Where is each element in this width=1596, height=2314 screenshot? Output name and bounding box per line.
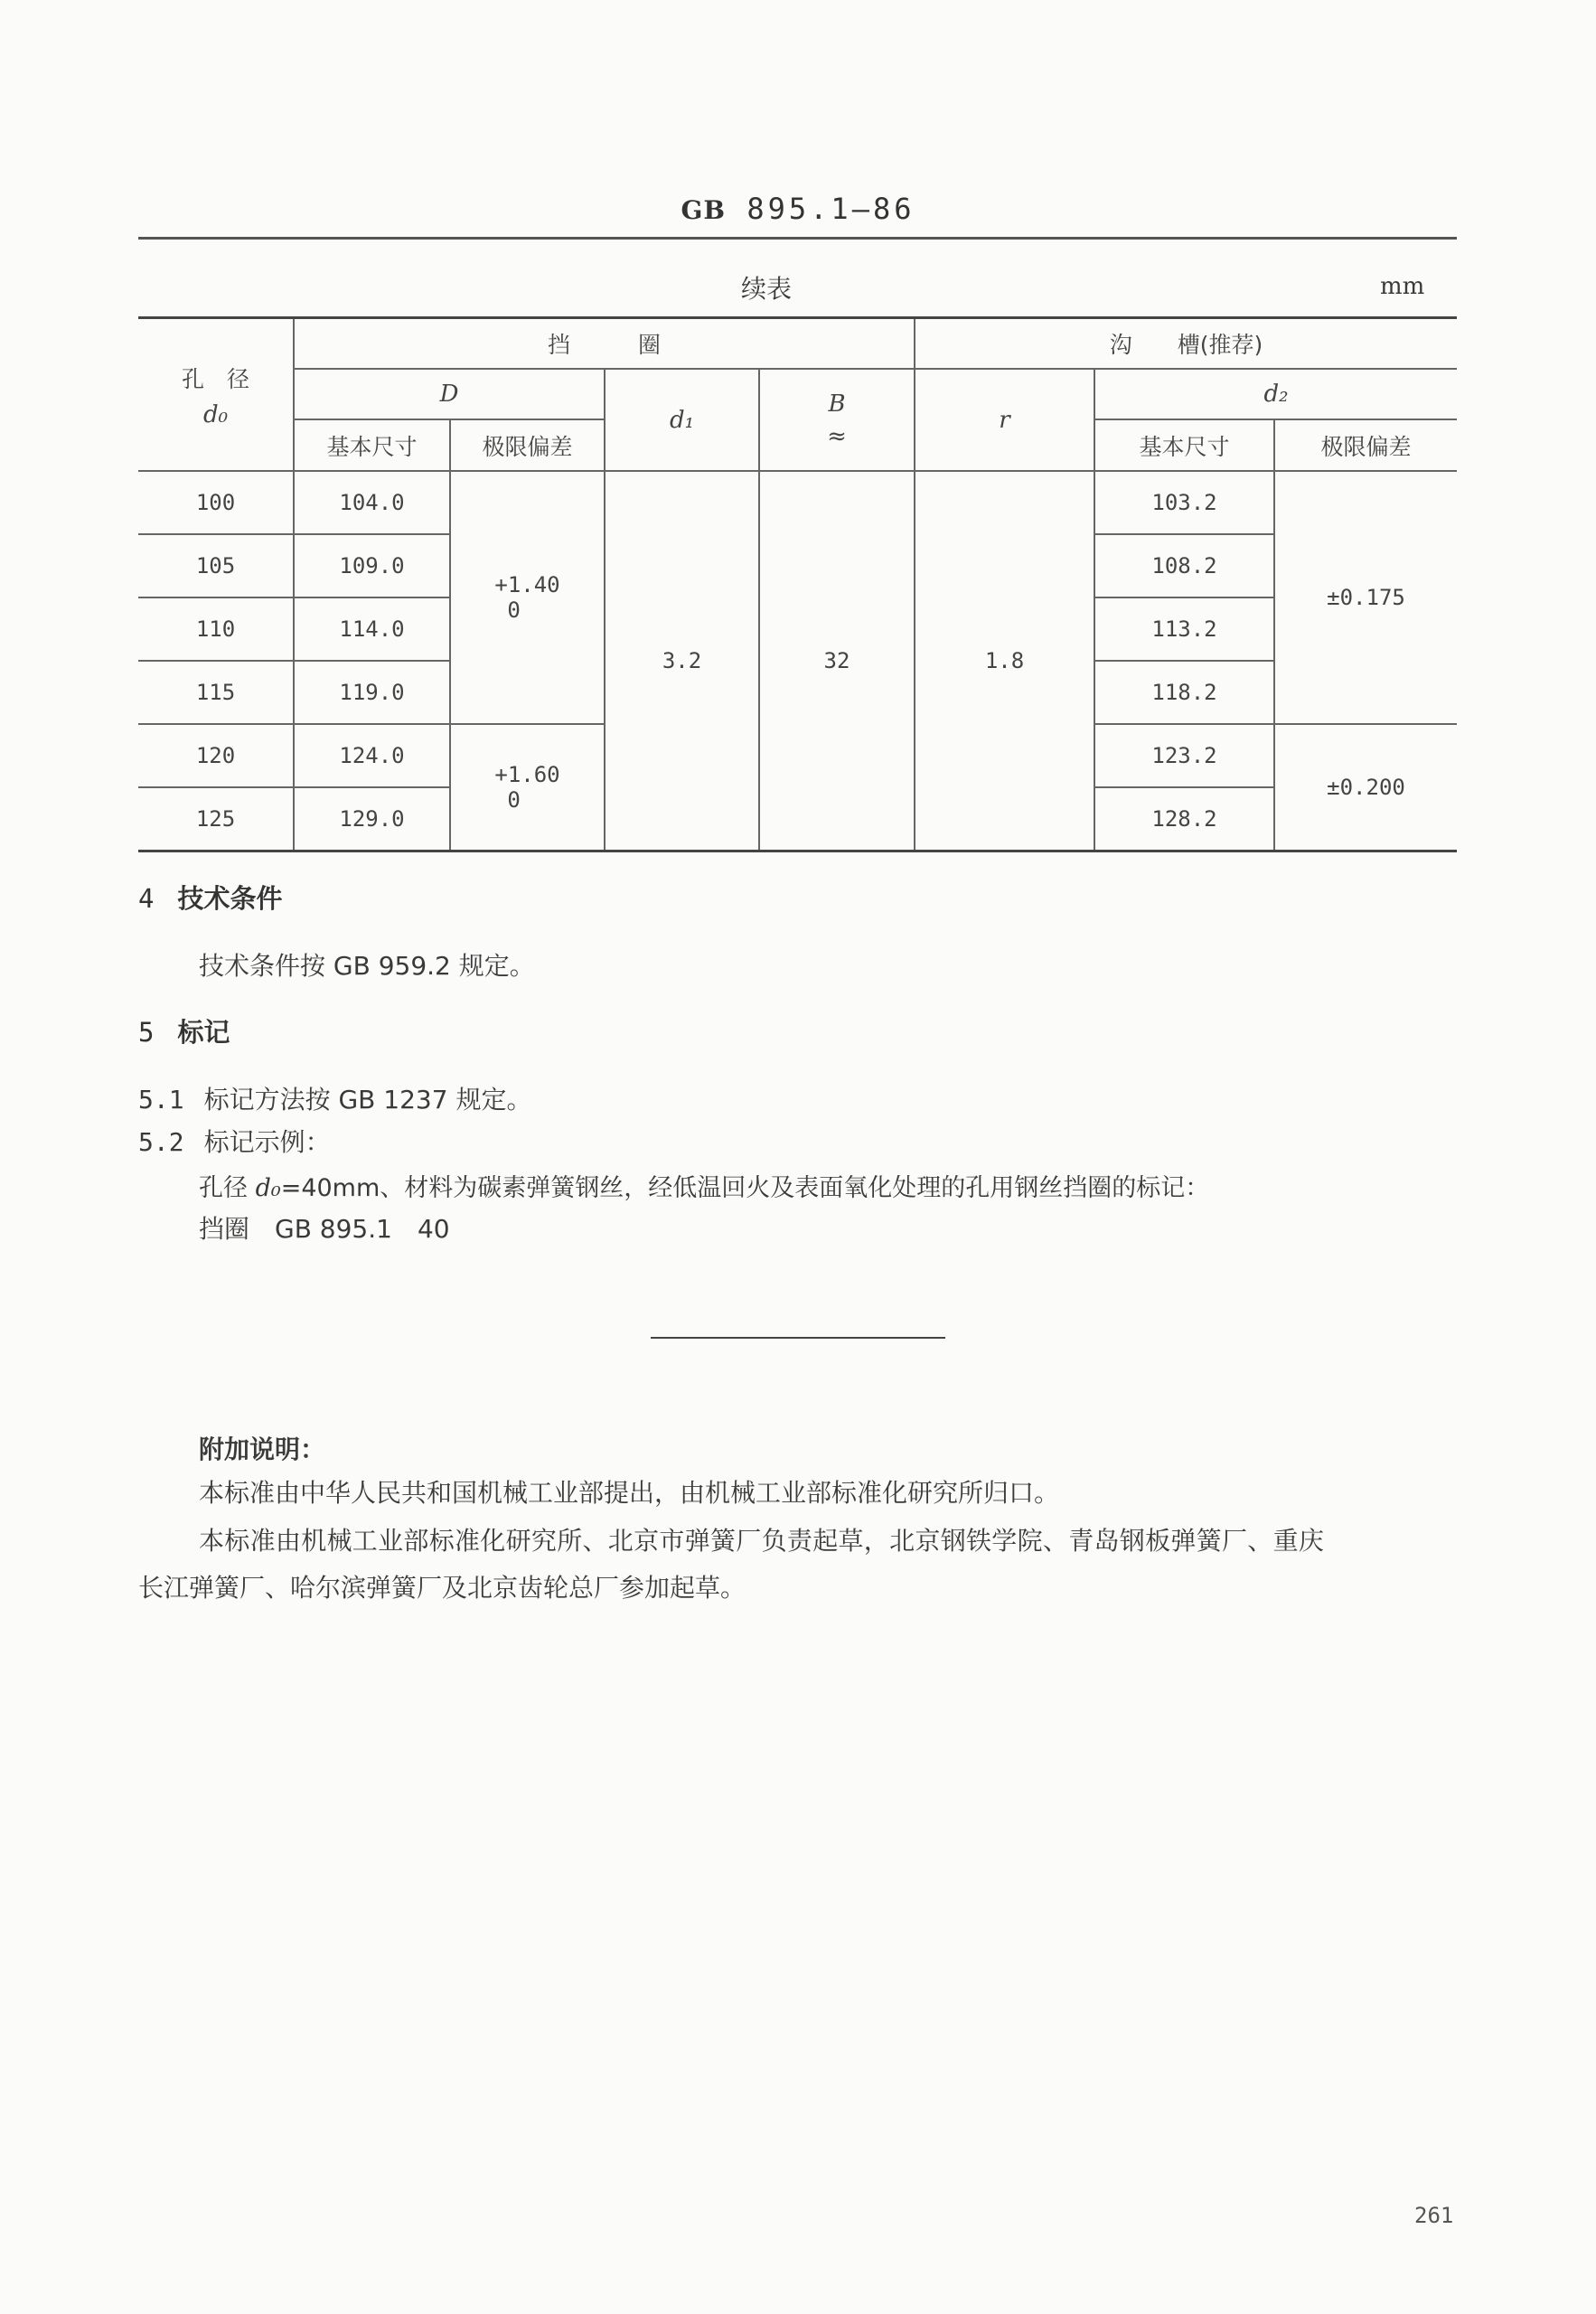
notes-line-1: 本标准由中华人民共和国机械工业部提出，由机械工业部标准化研究所归口。 [199,1478,1060,1508]
cell-r: 1.8 [915,471,1094,851]
header-d2: d₂ [1094,369,1457,419]
cell-d2: 128.2 [1094,787,1274,851]
header-ring-group: 挡 圈 [294,318,915,370]
header-B-symbol: B [828,390,846,418]
section-5-1 [138,1080,531,1116]
section-5-title: 标记 [177,1017,230,1048]
header-d2-limit: 极限偏差 [1274,419,1457,471]
std-prefix: GB [681,195,727,225]
section-4-heading [138,879,282,916]
cell-D: 129.0 [294,787,450,851]
header-bore [138,318,294,472]
cell-d0: 110 [138,597,294,661]
example-symbol: d₀ [255,1174,281,1202]
cell-B: 32 [759,471,915,851]
section-5-2-body: 标记示例： [203,1127,331,1157]
header-d1: d₁ [605,369,759,471]
D-tol-2-lower: 0 [507,787,521,813]
section-5-1-number: 5.1 [138,1085,184,1115]
cell-d0: 105 [138,534,294,597]
section-4-title: 技术条件 [177,883,283,914]
cell-D-tol-1 [450,471,605,724]
header-bore-label: 孔 径 [181,365,249,392]
example-pre: 孔径 [199,1174,256,1202]
header-rule [138,237,1457,240]
marking-example: 挡圈 GB 895.1 40 [199,1214,450,1244]
header-groove-group: 沟 槽(推荐) [915,318,1457,370]
D-tol-1-lower: 0 [507,597,521,623]
section-5-number: 5 [138,1017,155,1048]
cell-D: 114.0 [294,597,450,661]
example-post: =40mm、材料为碳素弹簧钢丝，经低温回火及表面氧化处理的孔用钢丝挡圈的标记： [280,1174,1210,1202]
cell-d1: 3.2 [605,471,759,851]
header-D-limit: 极限偏差 [450,419,605,471]
notes-title: 附加说明： [199,1434,326,1464]
dimension-table [138,316,1457,852]
cell-d2: 113.2 [1094,597,1274,661]
page-number: 261 [1414,2203,1454,2228]
header-B [759,369,915,471]
section-5-heading [138,1012,230,1049]
header-bore-symbol: d₀ [202,400,229,428]
cell-d2: 103.2 [1094,471,1274,534]
running-header [0,192,1596,226]
end-rule [651,1337,945,1339]
cell-D-tol-2 [450,724,605,851]
cell-D: 104.0 [294,471,450,534]
section-5-2-number: 5.2 [138,1127,184,1157]
section-5-2 [138,1123,331,1159]
table-unit: mm [1380,273,1425,300]
section-4-body: 技术条件按 GB 959.2 规定。 [199,951,535,981]
section-5-1-body: 标记方法按 GB 1237 规定。 [203,1085,532,1115]
header-B-approx: ≈ [827,422,847,450]
cell-d0: 125 [138,787,294,851]
std-number: 895.1—86 [746,192,915,226]
header-d2-basic: 基本尺寸 [1094,419,1274,471]
table-caption: 续表 [741,274,793,304]
notes-line-2: 本标准由机械工业部标准化研究所、北京市弹簧厂负责起草，北京钢铁学院、青岛钢板弹簧厂、重庆 [199,1526,1325,1556]
table-row [138,471,1457,534]
marking-example-description [199,1168,1209,1203]
cell-d2: 123.2 [1094,724,1274,787]
header-r: r [915,369,1094,471]
D-tol-1-upper: +1.40 [494,572,560,597]
cell-d0: 120 [138,724,294,787]
header-D-basic: 基本尺寸 [294,419,450,471]
notes-line-3: 长江弹簧厂、哈尔滨弹簧厂及北京齿轮总厂参加起草。 [138,1573,746,1603]
cell-d2-tol-1: ±0.175 [1274,471,1457,724]
section-4-number: 4 [138,883,155,914]
cell-d2: 118.2 [1094,661,1274,724]
header-D: D [294,369,605,419]
cell-D: 124.0 [294,724,450,787]
cell-d2: 108.2 [1094,534,1274,597]
cell-D: 109.0 [294,534,450,597]
cell-d0: 115 [138,661,294,724]
cell-d2-tol-2: ±0.200 [1274,724,1457,851]
cell-d0: 100 [138,471,294,534]
D-tol-2-upper: +1.60 [494,762,560,787]
cell-D: 119.0 [294,661,450,724]
